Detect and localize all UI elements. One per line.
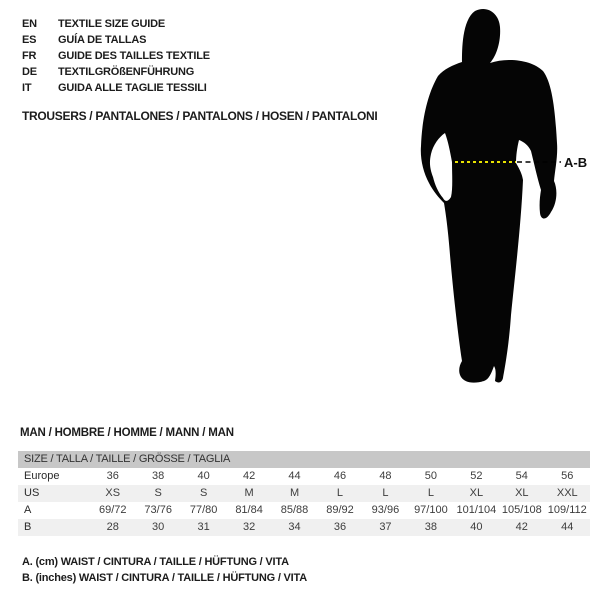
- table-row-europe: [18, 468, 590, 485]
- table-cell: 50: [424, 470, 438, 482]
- language-row: [22, 48, 210, 64]
- table-cell: 109/112: [547, 504, 587, 516]
- footnote-a: A. (cm) WAIST / CINTURA / TAILLE / HÜFTUNG / VITA: [22, 556, 289, 568]
- man-silhouette-figure: [400, 0, 600, 400]
- table-header: SIZE / TALLA / TAILLE / GRÖSSE / TAGLIA: [18, 451, 590, 468]
- row-label: US: [24, 487, 40, 499]
- table-cell: 97/100: [414, 504, 448, 516]
- language-row: [22, 16, 210, 32]
- table-cell: 42: [515, 521, 528, 533]
- table-cell: 89/92: [326, 504, 354, 516]
- table-cell: M: [289, 487, 300, 499]
- table-cell: 101/104: [456, 504, 497, 516]
- language-code: EN: [22, 18, 37, 30]
- table-cell: 32: [242, 521, 256, 533]
- table-cell: L: [336, 487, 344, 499]
- language-code: IT: [22, 82, 32, 94]
- language-code: DE: [22, 66, 37, 78]
- table-row-a-cm: [18, 502, 590, 519]
- table-row-b-inches: [18, 519, 590, 536]
- row-label: A: [24, 504, 32, 516]
- table-cell: 81/84: [235, 504, 263, 516]
- table-cell: 28: [106, 521, 119, 533]
- table-cell: 73/76: [144, 504, 172, 516]
- table-cell: 105/108: [501, 504, 542, 516]
- table-cell: 31: [197, 521, 210, 533]
- language-row: [22, 80, 210, 96]
- table-cell: 40: [470, 521, 483, 533]
- row-label: B: [24, 521, 32, 533]
- table-cell: 44: [288, 470, 301, 482]
- table-cell: S: [154, 487, 162, 499]
- language-code: FR: [22, 50, 37, 62]
- table-row-us: [18, 485, 590, 502]
- table-cell: M: [244, 487, 254, 499]
- table-cell: XL: [515, 487, 529, 499]
- table-cell: 36: [333, 521, 347, 533]
- footnotes: [22, 554, 307, 586]
- table-cell: 69/72: [98, 504, 127, 516]
- section-title: MAN / HOMBRE / HOMME / MANN / MAN: [20, 427, 234, 439]
- language-title: GUIDE DES TAILLES TEXTILE: [58, 50, 210, 62]
- language-code: ES: [22, 34, 37, 46]
- table-cell: 34: [288, 521, 301, 533]
- table-cell: 38: [152, 470, 165, 482]
- footnote-b: B. (inches) WAIST / CINTURA / TAILLE / HÜFTUNG / VITA: [22, 572, 307, 584]
- table-cell: 40: [197, 470, 210, 482]
- table-cell: 38: [424, 521, 438, 533]
- man-silhouette-icon: [421, 9, 557, 383]
- language-row: [22, 64, 210, 80]
- table-cell: 77/80: [189, 504, 218, 516]
- table-cell: 42: [242, 470, 256, 482]
- language-title: GUÍA DE TALLAS: [58, 34, 147, 46]
- table-cell: 85/88: [280, 504, 309, 516]
- table-cell: L: [427, 487, 434, 499]
- size-table: [18, 451, 590, 536]
- table-cell: S: [199, 487, 208, 499]
- category-title: TROUSERS / PANTALONES / PANTALONS / HOSEN / PANTALONI: [22, 109, 378, 123]
- table-cell: XXL: [556, 487, 578, 499]
- table-cell: 48: [379, 470, 392, 482]
- table-cell: 93/96: [371, 504, 400, 516]
- language-title: TEXTILE SIZE GUIDE: [58, 18, 166, 30]
- table-cell: 52: [470, 470, 483, 482]
- table-cell: 46: [333, 470, 347, 482]
- language-list: [22, 16, 210, 96]
- language-row: [22, 32, 210, 48]
- table-cell: 37: [379, 521, 392, 533]
- table-cell: 56: [561, 470, 574, 482]
- waist-measure-label: A-B: [564, 155, 588, 170]
- table-cell: XL: [469, 487, 484, 499]
- table-cell: 30: [152, 521, 165, 533]
- table-cell: XS: [105, 487, 121, 499]
- table-cell: 54: [515, 470, 528, 482]
- table-cell: 44: [561, 521, 574, 533]
- table-cell: 36: [106, 470, 119, 482]
- language-title: GUIDA ALLE TAGLIE TESSILI: [58, 82, 207, 94]
- row-label: Europe: [24, 470, 60, 482]
- table-cell: L: [382, 487, 389, 499]
- language-title: TEXTILGRÖßENFÜHRUNG: [58, 66, 195, 78]
